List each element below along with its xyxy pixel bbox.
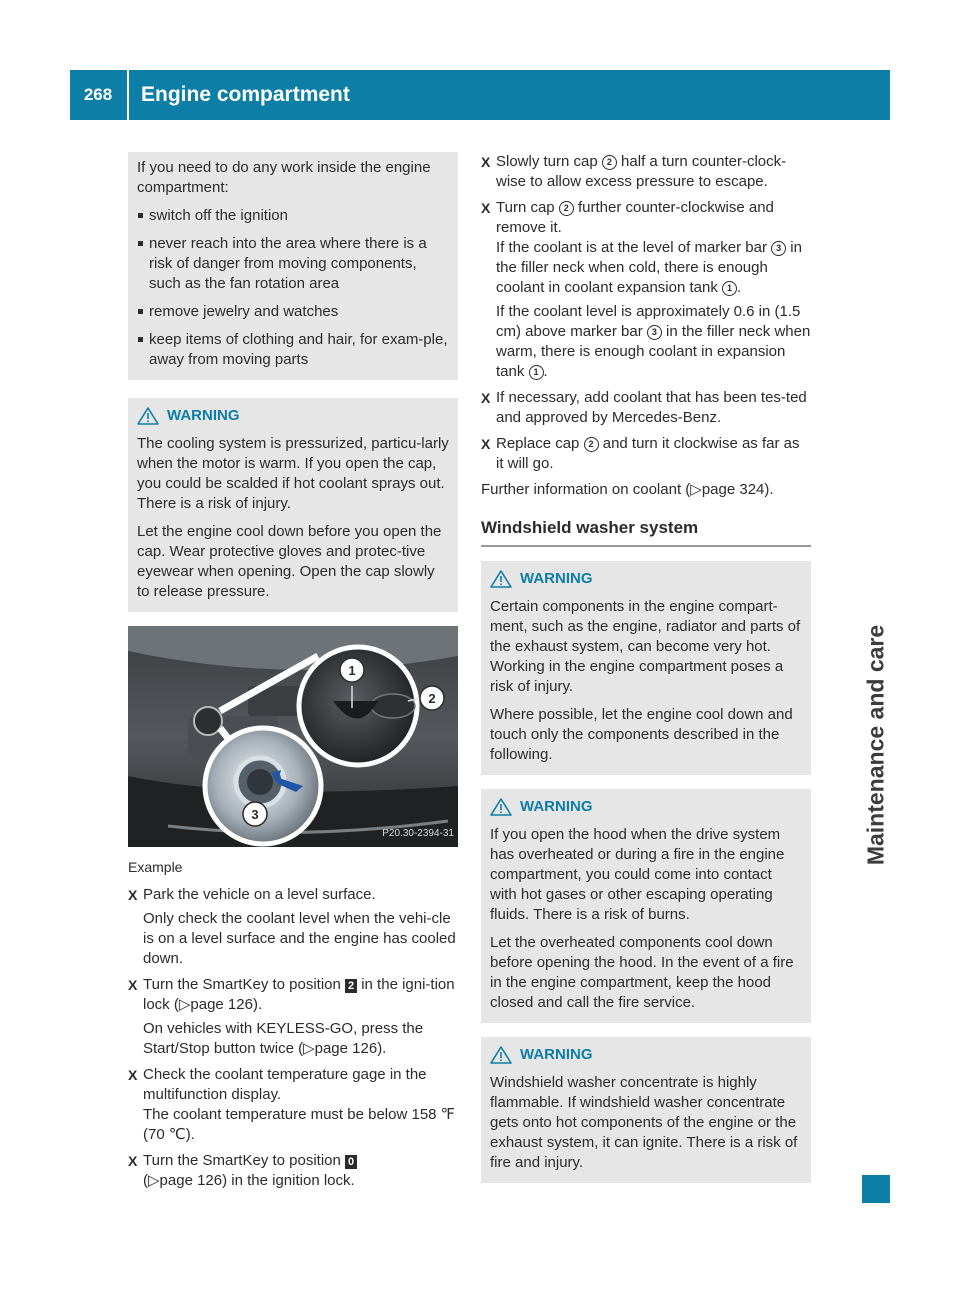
step-text: half a turn counter-clock-wise to allow excess pressure to escape. xyxy=(496,153,787,190)
warning-box-washer-concentrate xyxy=(481,1037,811,1183)
step-subtext-part: in the filler neck when cold, there is enough coolant in coolant expansion tank xyxy=(496,239,802,296)
chapter-side-title: Maintenance and care xyxy=(862,624,889,866)
warning-label: WARNING xyxy=(167,407,240,424)
warning-box-overheated xyxy=(481,789,811,1023)
warning-text: If you open the hood when the drive system has overheated or during a fire in the engine compartment, you could come into contact with hot gases or other escaping operating fluids. There is a risk of burns. xyxy=(490,826,785,923)
callout-1-icon: 1 xyxy=(529,365,544,380)
step-subtext xyxy=(496,238,811,298)
warning-text: Certain components in the engine compart-ment, such as the engine, radiator and parts of the exhaust system, can become very hot. Working in the engine compartment poses a risk of injury. xyxy=(490,598,801,695)
step-subtext-part: If the coolant is at the level of marker bar xyxy=(496,239,772,256)
warning-text: Windshield washer concentrate is highly flammable. If windshield washer concentrate gets onto hot components of the engine or the exhaust system, it can ignite. There is a risk of fire and injury. xyxy=(490,1074,798,1171)
engine-photo-illustration xyxy=(128,626,458,847)
step-subtext: Only check the coolant level when the vehi-cle is on a level surface and the engine has cooled down. xyxy=(143,910,456,967)
step-text: If necessary, add coolant that has been tes-ted and approved by Mercedes-Benz. xyxy=(496,389,807,426)
warning-text: Let the engine cool down before you open the cap. Wear protective gloves and protec-tive eyewear when opening. Open the cap slowly to release pressure. xyxy=(137,523,442,600)
further-info xyxy=(481,480,811,500)
step-text: Slowly turn cap xyxy=(496,153,602,170)
step-marker: X xyxy=(128,1153,138,1169)
step-text: Turn the SmartKey to position xyxy=(143,976,346,993)
step-text: in the igni-tion lock ( xyxy=(143,976,455,1013)
list-item: switch off the ignition xyxy=(137,206,449,226)
callout-3-icon: 3 xyxy=(647,325,662,340)
step-subtext-part: If the coolant level is approximately 0.6 in (1.5 cm) above marker bar xyxy=(496,303,801,340)
step-marker: X xyxy=(128,977,138,993)
callout-2-icon: 2 xyxy=(584,437,599,452)
list-item: never reach into the area where there is a risk of danger from moving components, such as the fan rotation area xyxy=(137,234,449,294)
list-item: keep items of clothing and hair, for exam-ple, away from moving parts xyxy=(137,330,449,370)
step-marker: X xyxy=(481,154,491,170)
step-text: Replace cap xyxy=(496,435,584,452)
key-position-0: 0 xyxy=(345,1155,357,1169)
chapter-tab-marker xyxy=(862,1175,890,1203)
figure-caption: Example xyxy=(128,859,183,875)
warning-triangle-icon xyxy=(490,1046,512,1064)
step-subtext-part: . xyxy=(543,363,548,380)
warning-heading xyxy=(490,1045,802,1065)
right-column xyxy=(481,152,811,1197)
page-header xyxy=(70,70,890,120)
warning-box-cooling xyxy=(128,398,458,612)
step-item xyxy=(128,975,458,1059)
callout-2-icon: 2 xyxy=(559,201,574,216)
step-item xyxy=(481,388,811,428)
ref-arrow-icon: ▷ xyxy=(303,1040,315,1057)
info-box xyxy=(128,152,458,380)
step-subtext xyxy=(143,1019,458,1059)
step-marker: X xyxy=(481,436,491,452)
warning-label: WARNING xyxy=(520,1046,593,1063)
key-position-2: 2 xyxy=(345,979,357,993)
warning-triangle-icon xyxy=(490,570,512,588)
warning-heading xyxy=(137,406,449,426)
step-text: Park the vehicle on a level surface. xyxy=(143,886,376,903)
step-subtext-part: in the filler neck when warm, there is enough coolant in expansion tank xyxy=(496,323,811,380)
step-item xyxy=(481,198,811,382)
header-divider xyxy=(127,70,129,120)
step-item xyxy=(128,1151,458,1191)
further-info-text: Further information on coolant ( xyxy=(481,481,691,498)
warning-heading xyxy=(490,797,802,817)
warning-label: WARNING xyxy=(520,570,593,587)
figure-code: P20.30-2394-31 xyxy=(382,828,454,839)
list-item: remove jewelry and watches xyxy=(137,302,449,322)
step-marker: X xyxy=(128,1067,138,1083)
info-bullet-list xyxy=(137,206,449,370)
callout-1-icon: 1 xyxy=(722,281,737,296)
step-text: Turn the SmartKey to position xyxy=(143,1152,346,1169)
page-reference-link[interactable]: page 324). xyxy=(701,481,774,498)
callout-3: 3 xyxy=(251,807,259,822)
ref-arrow-icon: ▷ xyxy=(690,481,702,498)
callout-3-icon: 3 xyxy=(771,241,786,256)
step-marker: X xyxy=(481,200,491,216)
ref-arrow-icon: ▷ xyxy=(148,1172,160,1189)
section-heading: Windshield washer system xyxy=(481,518,811,547)
step-subtext xyxy=(496,302,811,382)
page-number: 268 xyxy=(83,85,113,104)
callout-1: 1 xyxy=(348,663,356,678)
warning-text: Where possible, let the engine cool down and touch only the components described in the following. xyxy=(490,706,793,763)
step-text: Turn cap xyxy=(496,199,559,216)
left-column xyxy=(128,152,458,1197)
warning-triangle-icon xyxy=(137,407,159,425)
warning-text: The cooling system is pressurized, particu-larly when the motor is warm. If you open the cap, you could be scalded if hot coolant sprays out. There is a risk of injury. xyxy=(137,435,449,512)
engine-compartment-photo xyxy=(128,626,458,847)
page-reference-link[interactable]: page 126). xyxy=(190,996,263,1013)
warning-box-hot-components xyxy=(481,561,811,775)
callout-2: 2 xyxy=(428,691,436,706)
step-marker: X xyxy=(128,887,138,903)
warning-label: WARNING xyxy=(520,798,593,815)
step-item xyxy=(481,152,811,192)
step-item xyxy=(481,434,811,474)
step-item xyxy=(128,1065,458,1145)
warning-heading xyxy=(490,569,802,589)
step-subtext: The coolant temperature must be below 158 ℉ (70 ℃). xyxy=(143,1106,455,1143)
warning-triangle-icon xyxy=(490,798,512,816)
step-text: and turn it clockwise as far as it will go. xyxy=(496,435,800,472)
step-text: further counter-clockwise and remove it. xyxy=(496,199,774,236)
page-title: Engine compartment xyxy=(141,83,350,106)
warning-text: Let the overheated components cool down before opening the hood. In the event of a fire in the engine compartment, keep the hood closed and call the fire service. xyxy=(490,934,794,1011)
step-text: Check the coolant temperature gage in the multifunction display. xyxy=(143,1066,427,1103)
step-item xyxy=(128,885,458,969)
page-reference-link[interactable]: page 126) in the ignition lock. xyxy=(159,1172,355,1189)
step-subtext-part: On vehicles with KEYLESS-GO, press the Start/Stop button twice ( xyxy=(143,1020,424,1057)
page-reference-link[interactable]: page 126). xyxy=(314,1040,387,1057)
step-subtext-part: . xyxy=(737,279,742,296)
callout-2-icon: 2 xyxy=(602,155,617,170)
step-text: ( xyxy=(143,1172,148,1189)
info-intro: If you need to do any work inside the engine compartment: xyxy=(137,159,431,196)
ref-arrow-icon: ▷ xyxy=(178,996,191,1013)
step-marker: X xyxy=(481,390,491,406)
